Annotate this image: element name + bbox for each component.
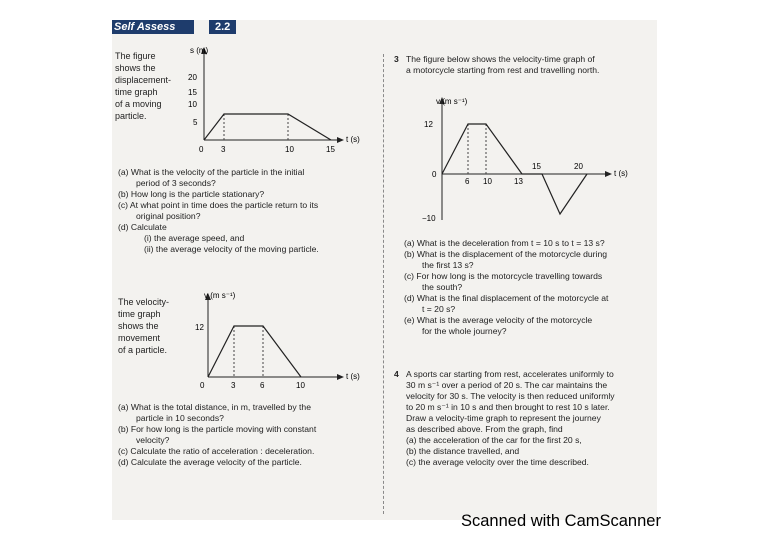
q1-questions	[118, 167, 319, 255]
q1-part-c-cont: original position?	[136, 211, 201, 221]
velocity-curve	[208, 326, 301, 377]
scanner-watermark: Scanned with CamScanner	[461, 512, 661, 530]
y-axis-label: v (m s⁻¹)	[204, 291, 236, 300]
q4-text	[406, 369, 615, 468]
q4-number	[394, 369, 399, 380]
q3-intro-line: a motorcycle starting from rest and travelling north.	[406, 65, 600, 75]
q3-part-e-cont: for the whole journey?	[422, 326, 507, 336]
q2-intro-line: of a particle.	[118, 345, 168, 355]
x-axis-label: t (s)	[614, 169, 628, 178]
q4-line: velocity for 30 s. The velocity is then reduced uniformly	[406, 391, 615, 401]
q2-part-b: (b) For how long is the particle moving with constant	[118, 424, 317, 434]
q3-questions	[404, 238, 608, 337]
q3-part-c: (c) For how long is the motorcycle travelling towards	[404, 271, 603, 281]
chapter-number: 2.2	[209, 20, 236, 34]
y-tick-label: 15	[188, 88, 197, 97]
x-tick-label: 20	[574, 162, 583, 171]
x-tick-label: 10	[483, 177, 492, 186]
q4-line: Draw a velocity-time graph to represent the journey	[406, 413, 601, 423]
q1-part-a: (a) What is the velocity of the particle in the initial	[118, 167, 305, 177]
velocity-time-graph-q2	[184, 288, 384, 396]
q1-part-d: (d) Calculate	[118, 222, 167, 232]
q2-intro	[118, 296, 169, 356]
q2-intro-line: movement	[118, 333, 161, 343]
x-tick-label: 0	[199, 145, 204, 154]
x-tick-label: 15	[532, 162, 541, 171]
q2-part-a-cont: particle in 10 seconds?	[136, 413, 224, 423]
q4-line: A sports car starting from rest, accelerates uniformly to	[406, 369, 614, 379]
q2-part-b-cont: velocity?	[136, 435, 170, 445]
q4-line: as described above. From the graph, find	[406, 424, 563, 434]
x-axis-arrow	[337, 137, 344, 143]
q4-line: to 20 m s⁻¹ in 10 s and then brought to rest 10 s later.	[406, 402, 610, 412]
velocity-curve	[442, 124, 587, 214]
q2-questions	[118, 402, 316, 468]
y-tick-label: 20	[188, 73, 197, 82]
y-tick-label: 0	[432, 170, 437, 179]
q1-part-d-i: (i) the average speed, and	[144, 233, 245, 243]
displacement-curve	[204, 114, 331, 140]
section-banner: Self Assess	[112, 20, 194, 34]
displacement-time-graph	[174, 42, 364, 160]
q1-part-c: (c) At what point in time does the particle return to its	[118, 200, 319, 210]
x-tick-label: 10	[285, 145, 294, 154]
y-axis-label: s (m)	[190, 46, 209, 55]
y-tick-label: 5	[193, 118, 198, 127]
q4-line: 30 m s⁻¹ over a period of 20 s. The car maintains the	[406, 380, 608, 390]
q4-part-c: (c) the average velocity over the time described.	[406, 457, 589, 467]
q1-intro-line: The figure	[115, 51, 156, 61]
q2-intro-line: shows the	[118, 321, 159, 331]
q1-intro-line: time graph	[115, 87, 158, 97]
q3-part-d: (d) What is the final displacement of the motorcycle at	[404, 293, 609, 303]
textbook-page	[112, 20, 657, 520]
q4-part-b: (b) the distance travelled, and	[406, 446, 520, 456]
q3-number	[394, 54, 399, 65]
question-number: 3	[394, 54, 399, 64]
x-tick-label: 0	[200, 381, 205, 390]
x-tick-label: 13	[514, 177, 523, 186]
x-tick-label: 6	[465, 177, 470, 186]
q3-part-c-cont: the south?	[422, 282, 463, 292]
y-tick-label: 10	[188, 100, 197, 109]
q1-intro-line: particle.	[115, 111, 147, 121]
x-tick-label: 15	[326, 145, 335, 154]
q1-part-b: (b) How long is the particle stationary?	[118, 189, 265, 199]
q1-part-a-cont: period of 3 seconds?	[136, 178, 216, 188]
q1-intro-line: displacement-	[115, 75, 172, 85]
q3-intro	[406, 54, 599, 76]
q3-part-b: (b) What is the displacement of the motorcycle during	[404, 249, 607, 259]
q1-intro-line: shows the	[115, 63, 156, 73]
q3-part-e: (e) What is the average velocity of the motorcycle	[404, 315, 593, 325]
y-tick-label: −10	[422, 214, 436, 223]
q4-part-a: (a) the acceleration of the car for the first 20 s,	[406, 435, 582, 445]
y-tick-label: 12	[195, 323, 204, 332]
x-axis-label: t (s)	[346, 135, 360, 144]
x-tick-label: 6	[260, 381, 265, 390]
x-tick-label: 3	[231, 381, 236, 390]
q3-part-d-cont: t = 20 s?	[422, 304, 456, 314]
q3-part-a: (a) What is the deceleration from t = 10 s to t = 13 s?	[404, 238, 605, 248]
x-tick-label: 10	[296, 381, 305, 390]
q2-intro-line: time graph	[118, 309, 161, 319]
y-tick-label: 12	[424, 120, 433, 129]
q2-intro-line: The velocity-	[118, 297, 170, 307]
q1-intro-line: of a moving	[115, 99, 162, 109]
x-axis-arrow	[337, 374, 344, 380]
q2-part-c: (c) Calculate the ratio of acceleration : deceleration.	[118, 446, 315, 456]
column-divider	[383, 54, 384, 514]
velocity-time-graph-q3	[412, 90, 637, 230]
q3-intro-line: The figure below shows the velocity-time graph of	[406, 54, 595, 64]
q1-part-d-ii: (ii) the average velocity of the moving particle.	[144, 244, 319, 254]
q1-intro	[115, 50, 171, 122]
q2-part-a: (a) What is the total distance, in m, travelled by the	[118, 402, 311, 412]
x-axis-arrow	[605, 171, 612, 177]
q2-part-d: (d) Calculate the average velocity of the particle.	[118, 457, 302, 467]
q3-part-b-cont: the first 13 s?	[422, 260, 474, 270]
question-number: 4	[394, 369, 399, 379]
x-axis-label: t (s)	[346, 372, 360, 381]
x-tick-label: 3	[221, 145, 226, 154]
y-axis-label: v (m s⁻¹)	[436, 97, 468, 106]
